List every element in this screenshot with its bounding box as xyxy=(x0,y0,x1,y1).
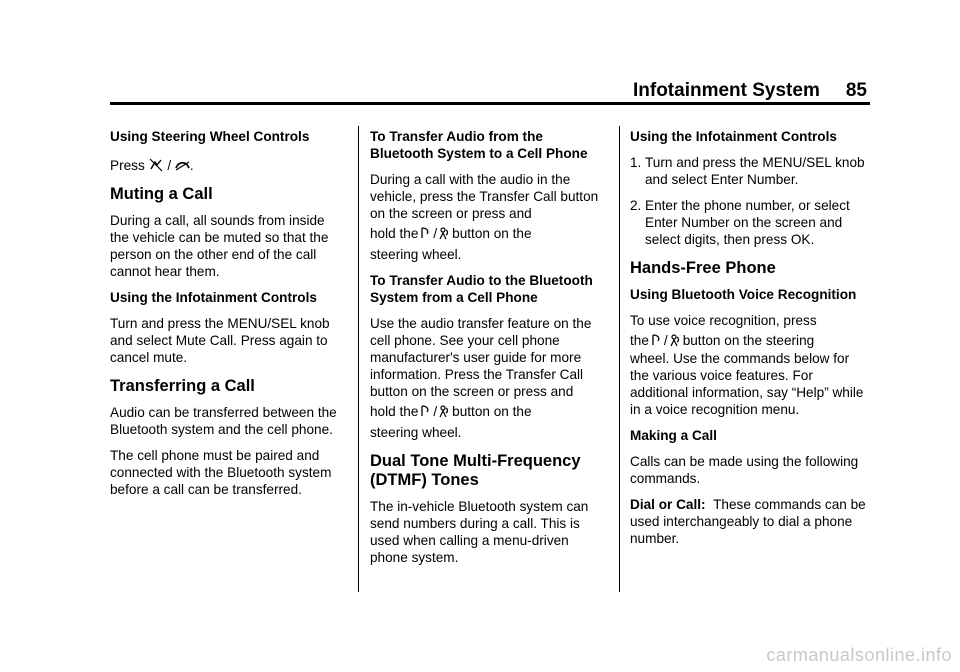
infotainment-controls-heading-2: Using the Infotainment Controls xyxy=(630,129,837,144)
dial-call-text: Dial or Call: These commands can be used interchangeably to dial a phone number. xyxy=(630,497,866,546)
phone-mute-icon xyxy=(149,158,164,172)
muting-text: During a call, all sounds from inside the vehicle can be muted so that the person on the other end of the call cannot hear them. xyxy=(110,213,329,279)
to-cell-steering-wheel: steering wheel. xyxy=(370,247,462,262)
list-item: 2. Enter the phone number, or select Enter Number on the screen and select digits, then press OK. xyxy=(630,198,850,247)
page-header xyxy=(560,80,867,102)
to-bt-heading: To Transfer Audio to the Bluetooth System from a Cell Phone xyxy=(370,273,593,305)
to-cell-text: During a call with the audio in the vehicle, press the Transfer Call button on the screen or press and xyxy=(370,172,599,221)
column-3 xyxy=(630,128,870,556)
column-2 xyxy=(370,128,608,575)
steering-controls-heading: Using Steering Wheel Controls xyxy=(110,129,310,144)
column-divider-1 xyxy=(358,126,359,592)
muting-heading: Muting a Call xyxy=(110,185,213,203)
voice-recognition-heading: Using Bluetooth Voice Recognition xyxy=(630,287,857,302)
push-to-talk-icon xyxy=(418,226,433,240)
press-instruction: Press / . xyxy=(110,158,194,173)
list-item: 1. Turn and press the MENU/SEL knob and select Enter Number. xyxy=(630,155,865,187)
infotainment-controls-heading: Using the Infotainment Controls xyxy=(110,290,317,305)
voice-recognition-icon xyxy=(437,226,452,240)
voice-recognition-icon xyxy=(668,333,683,347)
enter-number-steps xyxy=(630,154,870,248)
voice-text-1: To use voice recognition, press xyxy=(630,313,817,328)
column-1 xyxy=(110,128,346,507)
to-cell-hold-line: hold the / button on the xyxy=(370,226,532,241)
transfer-text-1: Audio can be transferred between the Bluetooth system and the cell phone. xyxy=(110,405,337,437)
dtmf-text: The in-vehicle Bluetooth system can send numbers during a call. This is used when calling a menu-driven phone system. xyxy=(370,499,589,565)
to-bt-text: Use the audio transfer feature on the cell phone. See your cell phone manufacturer's user guide for more information. Press the Transfer Call button on the screen or press and xyxy=(370,316,592,399)
to-bt-hold-line: hold the / button on the xyxy=(370,404,532,419)
header-rule xyxy=(110,102,870,105)
push-to-talk-icon xyxy=(418,404,433,418)
push-to-talk-icon xyxy=(649,333,664,347)
making-call-heading: Making a Call xyxy=(630,428,717,443)
voice-press-line: the / button on the steering xyxy=(630,333,815,348)
hands-free-heading: Hands-Free Phone xyxy=(630,259,776,277)
transfer-text-2: The cell phone must be paired and connected with the Bluetooth system before a call can be transferred. xyxy=(110,448,332,497)
making-call-text: Calls can be made using the following commands. xyxy=(630,454,859,486)
column-divider-2 xyxy=(619,126,620,592)
mute-instructions: Turn and press the MENU/SEL knob and select Mute Call. Press again to cancel mute. xyxy=(110,316,330,365)
voice-recognition-icon xyxy=(437,404,452,418)
transferring-heading: Transferring a Call xyxy=(110,377,255,395)
dtmf-heading: Dual Tone Multi-Frequency (DTMF) Tones xyxy=(370,452,581,489)
watermark: carmanualsonline.info xyxy=(766,645,952,665)
section-title: Infotainment System xyxy=(632,80,820,101)
to-bt-steering-wheel: steering wheel. xyxy=(370,425,462,440)
page-number: 85 xyxy=(845,80,867,101)
voice-text-2: wheel. Use the commands below for the various voice features. For additional information, say “Help” while in a voice recognition menu. xyxy=(630,351,864,417)
to-cell-heading: To Transfer Audio from the Bluetooth System to a Cell Phone xyxy=(370,129,588,161)
phone-hangup-icon xyxy=(175,158,190,172)
